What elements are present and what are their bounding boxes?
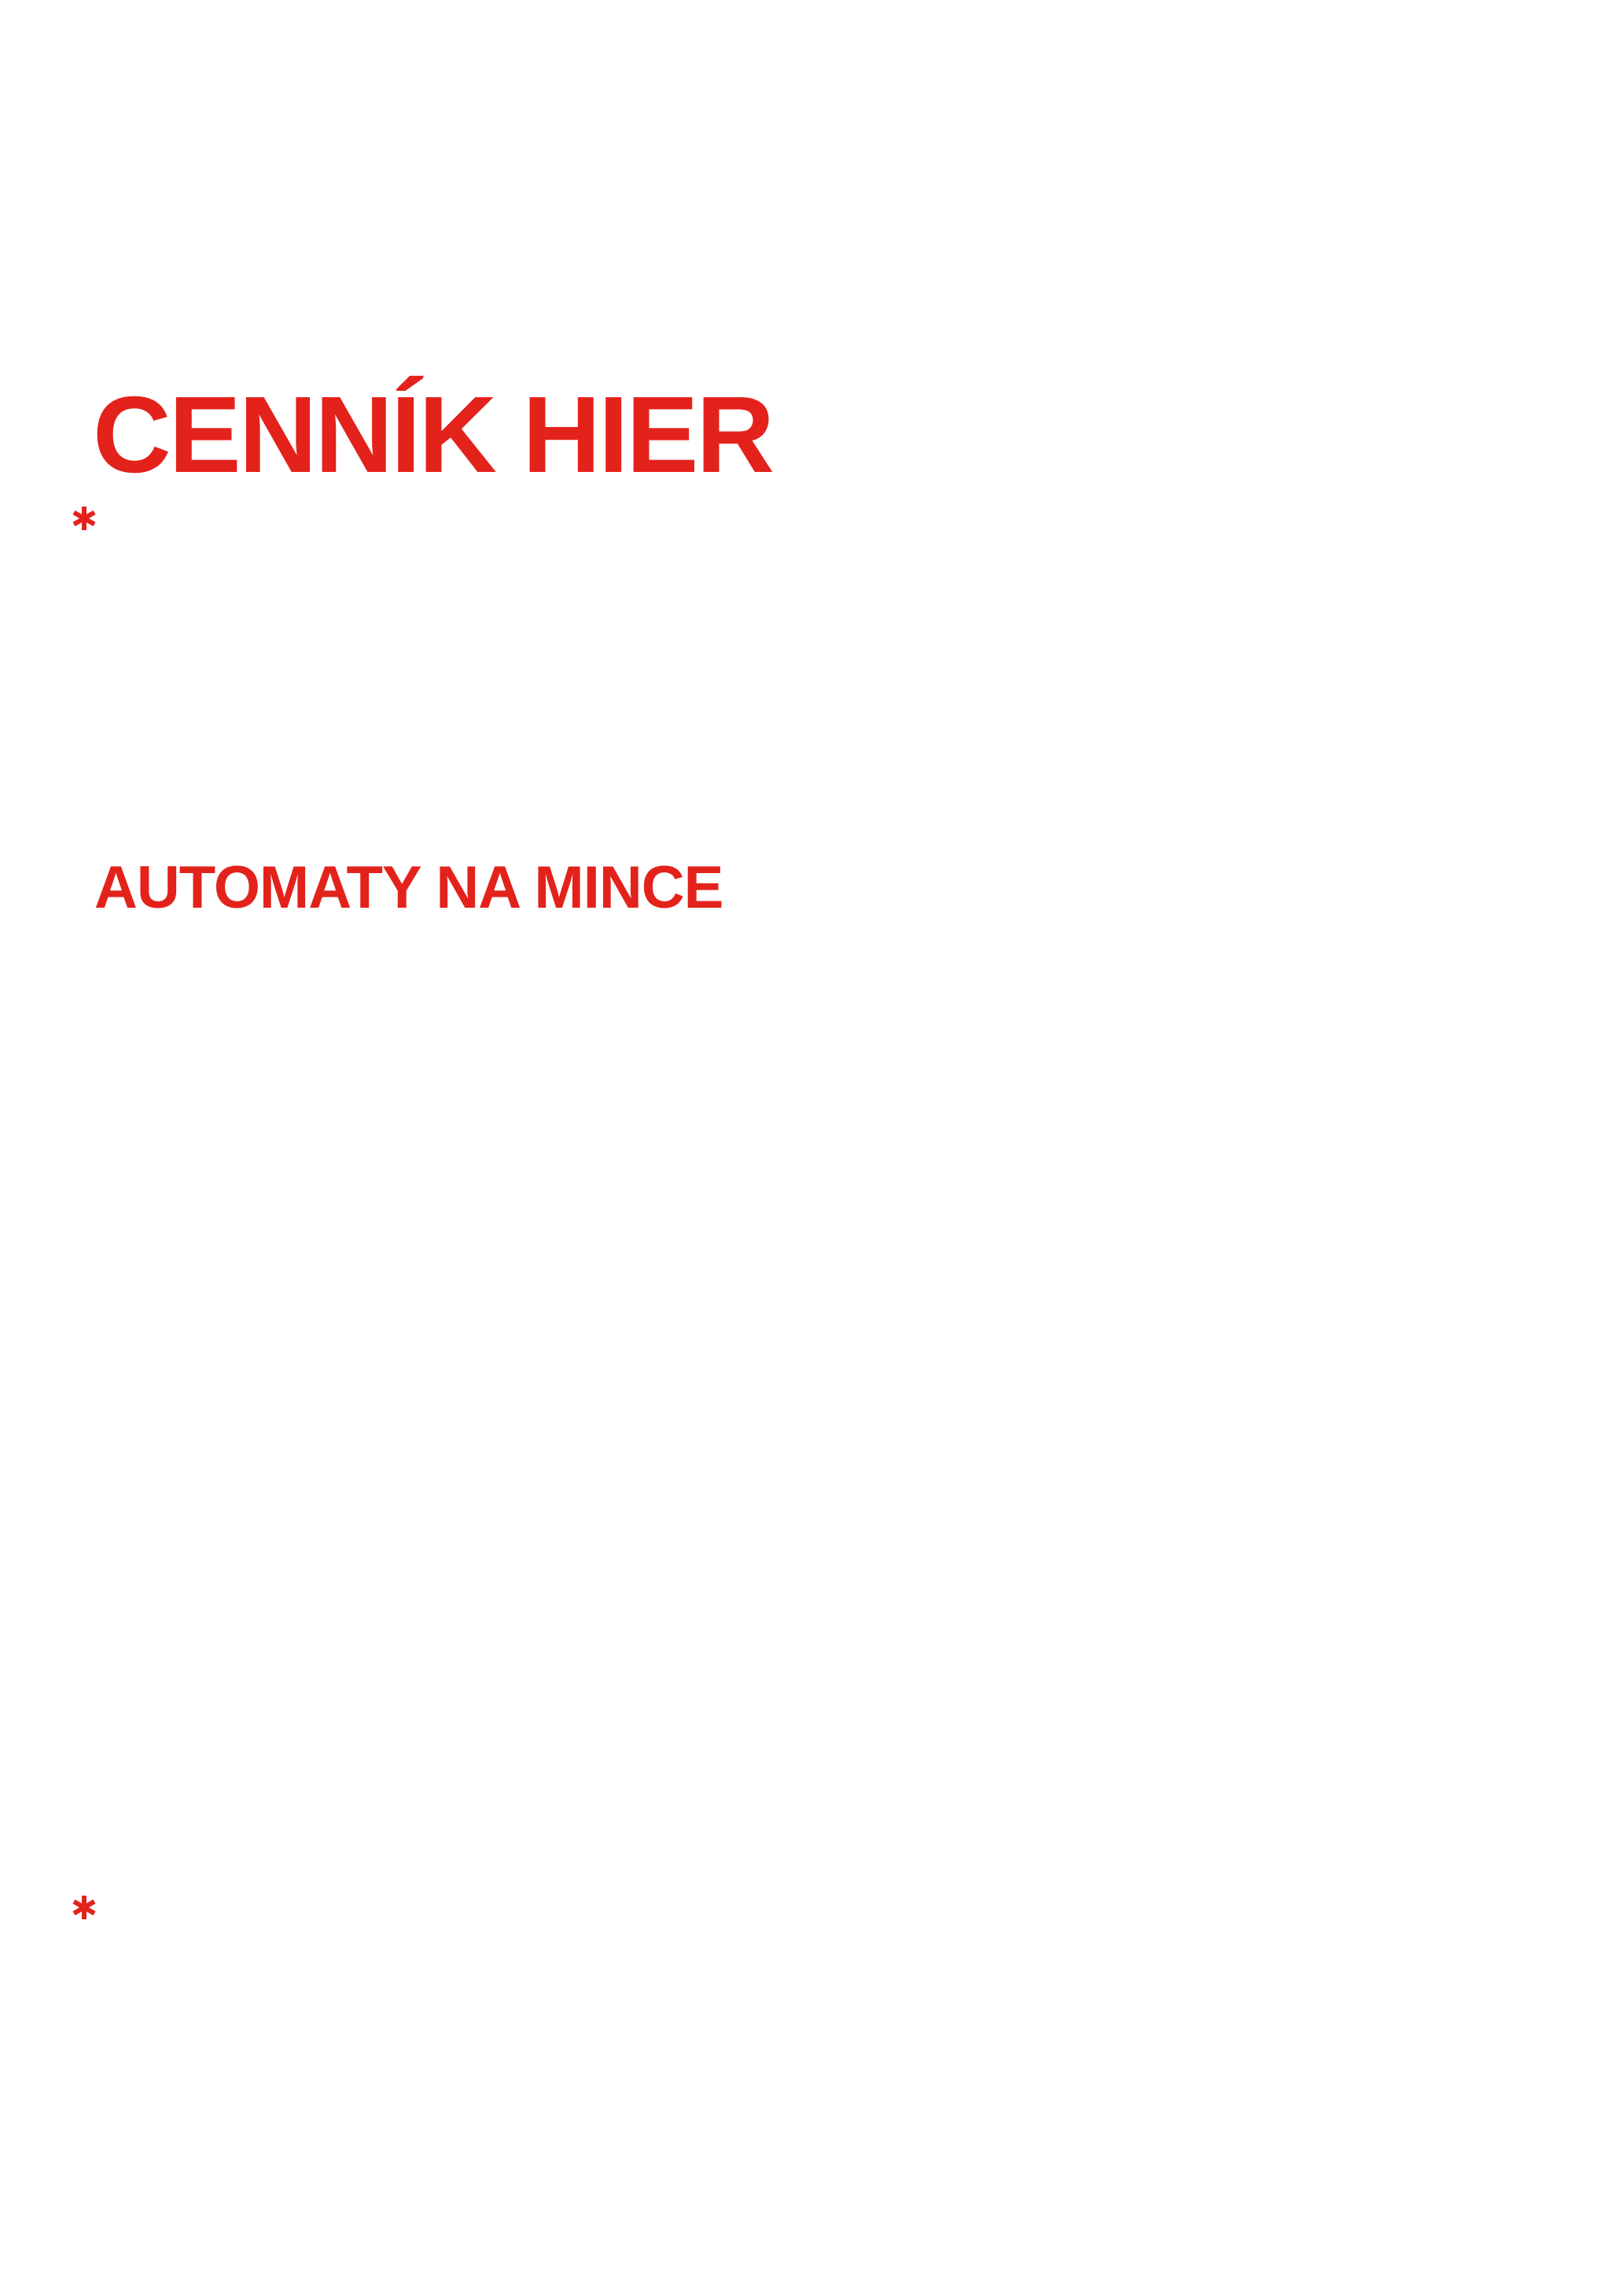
asterisk-icon <box>71 505 98 532</box>
page-title: CENNÍK HIER <box>93 374 773 496</box>
asterisk-icon <box>71 1894 98 1921</box>
section-heading: AUTOMATY NA MINCE <box>94 854 723 921</box>
